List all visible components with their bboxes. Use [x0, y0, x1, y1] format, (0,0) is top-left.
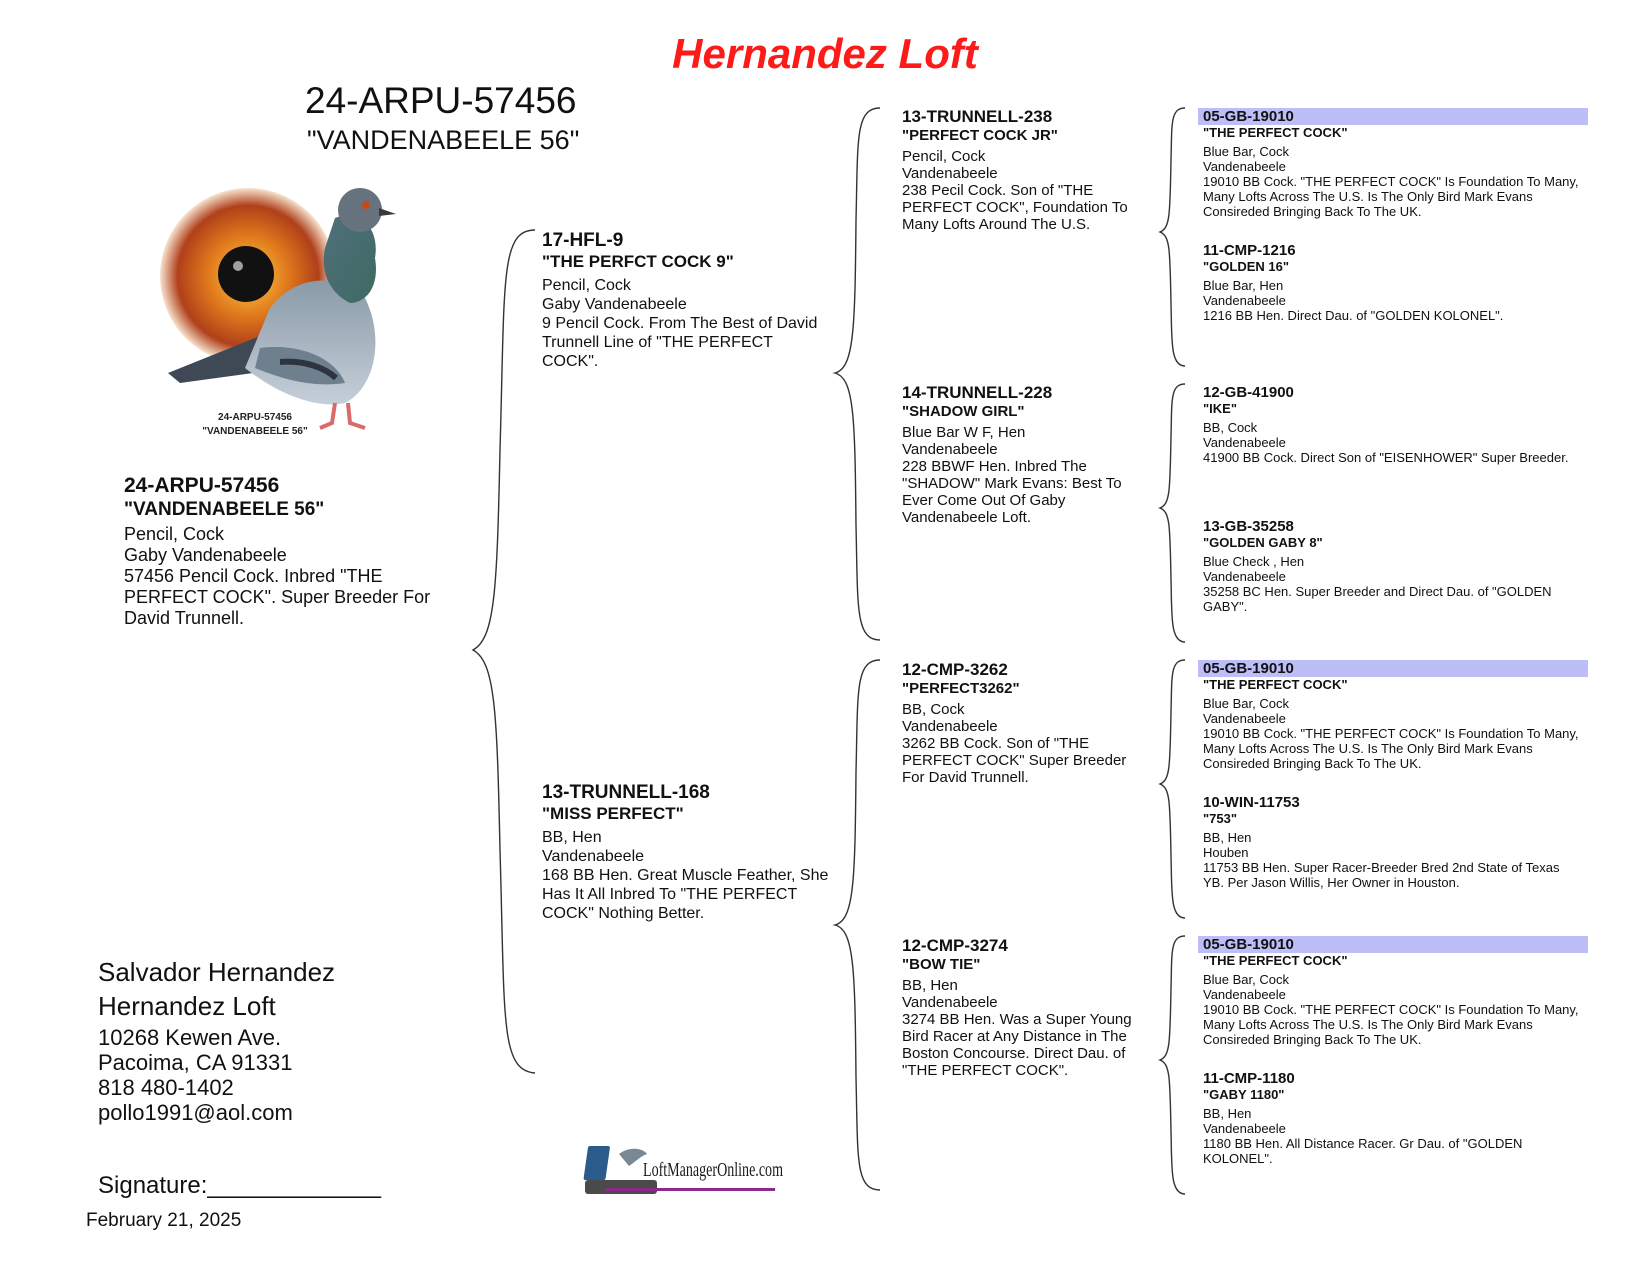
great-grandparent-notes: 35258 BC Hen. Super Breeder and Direct Dau. of "GOLDEN GABY".	[1203, 584, 1552, 614]
logo-laptop-base	[585, 1180, 657, 1194]
logo-laptop-screen	[583, 1146, 610, 1180]
logo-text: LoftManagerOnline.com	[643, 1159, 784, 1181]
grandparent-strain: Vandenabeele	[902, 165, 998, 182]
sire-band: 17-HFL-9	[542, 230, 624, 251]
great-grandparent-notes: 19010 BB Cock. "THE PERFECT COCK" Is Foundation To Many, Many Lofts Across The U.S. Is The Only Bird Mark Evans Consireded Bringing Back To The UK.	[1203, 174, 1579, 219]
great-grandparent-card	[1203, 518, 1583, 614]
great-grandparent-name: "753"	[1203, 811, 1238, 826]
sire-strain: Gaby Vandenabeele	[542, 296, 687, 313]
grandparent-card	[902, 936, 1152, 1079]
grandparent-notes: 3262 BB Cock. Son of "THE PERFECT COCK" Super Breeder For David Trunnell.	[902, 735, 1127, 786]
dam-notes: 168 BB Hen. Great Muscle Feather, She Has It All Inbred To "THE PERFECT COCK" Nothing Better.	[542, 867, 829, 922]
dam-card	[542, 782, 832, 923]
grandparent-color-sex: Pencil, Cock	[902, 148, 986, 165]
great-grandparent-name: "THE PERFECT COCK"	[1203, 125, 1348, 140]
great-grandparent-notes: 1180 BB Hen. All Distance Racer. Gr Dau. of "GOLDEN KOLONEL".	[1203, 1136, 1523, 1166]
bracket-gp2	[1160, 384, 1185, 642]
grandparent-notes: 3274 BB Hen. Was a Super Young Bird Racer at Any Distance in The Boston Concourse. Direct Dau. of "THE PERFECT COCK".	[902, 1011, 1132, 1079]
photo-caption-band: 24-ARPU-57456	[218, 412, 292, 423]
great-grandparent-color-sex: Blue Check , Hen	[1203, 554, 1305, 569]
subject-color-sex: Pencil, Cock	[124, 524, 225, 544]
subject-name-heading: "VANDENABEELE 56"	[307, 125, 580, 155]
great-grandparent-name: "IKE"	[1203, 401, 1237, 416]
great-grandparent-card	[1203, 936, 1583, 1047]
great-grandparent-color-sex: BB, Hen	[1203, 1106, 1252, 1121]
great-grandparent-notes: 41900 BB Cock. Direct Son of "EISENHOWER" Super Breeder.	[1203, 450, 1569, 465]
bracket-gp1	[1160, 108, 1185, 366]
dam-color-sex: BB, Hen	[542, 829, 602, 846]
grandparent-strain: Vandenabeele	[902, 718, 998, 735]
great-grandparent-strain: Vandenabeele	[1203, 1121, 1286, 1136]
great-grandparent-name: "GABY 1180"	[1203, 1087, 1285, 1102]
great-grandparent-color-sex: Blue Bar, Cock	[1203, 144, 1289, 159]
grandparent-strain: Vandenabeele	[902, 441, 998, 458]
subject-notes: 57456 Pencil Cock. Inbred "THE PERFECT COCK". Super Breeder For David Trunnell.	[124, 566, 431, 628]
subject-card	[124, 474, 454, 629]
great-grandparent-color-sex: Blue Bar, Hen	[1203, 278, 1284, 293]
great-grandparent-band: 05-GB-19010	[1198, 108, 1588, 125]
owner-email: pollo1991@aol.com	[98, 1100, 293, 1125]
great-grandparent-strain: Vandenabeele	[1203, 711, 1286, 726]
great-grandparent-color-sex: BB, Hen	[1203, 830, 1252, 845]
great-grandparent-band: 10-WIN-11753	[1203, 794, 1300, 811]
loftmanager-logo	[585, 1140, 785, 1202]
grandparent-name: "BOW TIE"	[902, 956, 981, 973]
great-grandparent-strain: Houben	[1203, 845, 1249, 860]
grandparent-strain: Vandenabeele	[902, 994, 998, 1011]
grandparent-name: "SHADOW GIRL"	[902, 403, 1025, 420]
owner-block	[98, 955, 335, 1125]
great-grandparent-strain: Vandenabeele	[1203, 569, 1286, 584]
grandparent-name: "PERFECT COCK JR"	[902, 127, 1058, 144]
photo-caption-name: "VANDENABEELE 56"	[202, 426, 308, 437]
grandparent-notes: 228 BBWF Hen. Inbred The "SHADOW" Mark Evans: Best To Ever Come Out Of Gaby Vandenabeele Loft.	[902, 458, 1122, 526]
sire-name: "THE PERFCT COCK 9"	[542, 252, 734, 271]
great-grandparent-strain: Vandenabeele	[1203, 159, 1286, 174]
subject-card-band: 24-ARPU-57456	[124, 474, 280, 497]
great-grandparent-name: "GOLDEN GABY 8"	[1203, 535, 1323, 550]
loft-title: Hernandez Loft	[672, 30, 978, 77]
great-grandparent-strain: Vandenabeele	[1203, 435, 1286, 450]
great-grandparent-name: "GOLDEN 16"	[1203, 259, 1290, 274]
sire-color-sex: Pencil, Cock	[542, 277, 631, 294]
sire-notes: 9 Pencil Cock. From The Best of David Trunnell Line of "THE PERFECT COCK".	[542, 315, 818, 370]
print-date: February 21, 2025	[86, 1210, 242, 1231]
subject-band-heading: 24-ARPU-57456	[305, 80, 577, 121]
signature-line: Signature:_____________	[98, 1172, 381, 1199]
great-grandparent-notes: 19010 BB Cock. "THE PERFECT COCK" Is Foundation To Many, Many Lofts Across The U.S. Is The Only Bird Mark Evans Consireded Bringing Back To The UK.	[1203, 1002, 1579, 1047]
bracket-dam	[835, 660, 880, 1190]
dam-strain: Vandenabeele	[542, 848, 645, 865]
great-grandparent-card	[1203, 660, 1583, 771]
sire-card	[542, 230, 832, 371]
dam-name: "MISS PERFECT"	[542, 804, 684, 823]
great-grandparent-notes: 11753 BB Hen. Super Racer-Breeder Bred 2nd State of Texas YB. Per Jason Willis, Her Owner in Houston.	[1203, 860, 1560, 890]
bracket-sire	[835, 108, 880, 640]
great-grandparent-band: 05-GB-19010	[1198, 660, 1588, 677]
owner-phone: 818 480-1402	[98, 1075, 234, 1100]
subject-card-name: "VANDENABEELE 56"	[124, 499, 325, 520]
grandparent-color-sex: Blue Bar W F, Hen	[902, 424, 1026, 441]
owner-address-line1: 10268 Kewen Ave.	[98, 1025, 282, 1050]
great-grandparent-name: "THE PERFECT COCK"	[1203, 953, 1348, 968]
great-grandparent-card	[1203, 1070, 1583, 1166]
owner-name: Salvador Hernandez	[98, 957, 336, 987]
subject-strain: Gaby Vandenabeele	[124, 545, 287, 565]
great-grandparent-strain: Vandenabeele	[1203, 987, 1286, 1002]
grandparent-name: "PERFECT3262"	[902, 680, 1020, 697]
grandparent-notes: 238 Pecil Cock. Son of "THE PERFECT COCK", Foundation To Many Lofts Around The U.S.	[902, 182, 1128, 233]
bracket-gp4	[1160, 936, 1185, 1194]
grandparent-band: 12-CMP-3262	[902, 660, 1008, 679]
great-grandparent-band: 11-CMP-1216	[1203, 242, 1296, 259]
great-grandparent-notes: 1216 BB Hen. Direct Dau. of "GOLDEN KOLONEL".	[1203, 308, 1504, 323]
great-grandparent-card	[1203, 794, 1583, 890]
owner-loft: Hernandez Loft	[98, 991, 276, 1021]
owner-address-line2: Pacoima, CA 91331	[98, 1050, 293, 1075]
great-grandparent-name: "THE PERFECT COCK"	[1203, 677, 1348, 692]
great-grandparent-card	[1203, 108, 1583, 219]
bracket-gp3	[1160, 660, 1185, 918]
grandparent-card	[902, 383, 1152, 526]
great-grandparent-card	[1203, 384, 1583, 465]
great-grandparent-band: 11-CMP-1180	[1203, 1070, 1295, 1087]
great-grandparent-band: 05-GB-19010	[1198, 936, 1588, 953]
great-grandparent-color-sex: Blue Bar, Cock	[1203, 696, 1289, 711]
grandparent-card	[902, 107, 1152, 233]
great-grandparent-card	[1203, 242, 1583, 323]
grandparent-band: 13-TRUNNELL-238	[902, 107, 1053, 126]
dam-band: 13-TRUNNELL-168	[542, 782, 710, 803]
grandparent-band: 14-TRUNNELL-228	[902, 383, 1053, 402]
logo-swoosh	[605, 1188, 775, 1191]
grandparent-color-sex: BB, Hen	[902, 977, 958, 994]
bracket-subject	[473, 230, 535, 1073]
grandparent-band: 12-CMP-3274	[902, 936, 1008, 955]
great-grandparent-color-sex: Blue Bar, Cock	[1203, 972, 1289, 987]
great-grandparent-notes: 19010 BB Cock. "THE PERFECT COCK" Is Foundation To Many, Many Lofts Across The U.S. Is The Only Bird Mark Evans Consireded Bringing Back To The UK.	[1203, 726, 1579, 771]
great-grandparent-strain: Vandenabeele	[1203, 293, 1286, 308]
grandparent-color-sex: BB, Cock	[902, 701, 965, 718]
grandparent-card	[902, 660, 1152, 786]
great-grandparent-band: 12-GB-41900	[1203, 384, 1294, 401]
great-grandparent-color-sex: BB, Cock	[1203, 420, 1258, 435]
great-grandparent-band: 13-GB-35258	[1203, 518, 1294, 535]
